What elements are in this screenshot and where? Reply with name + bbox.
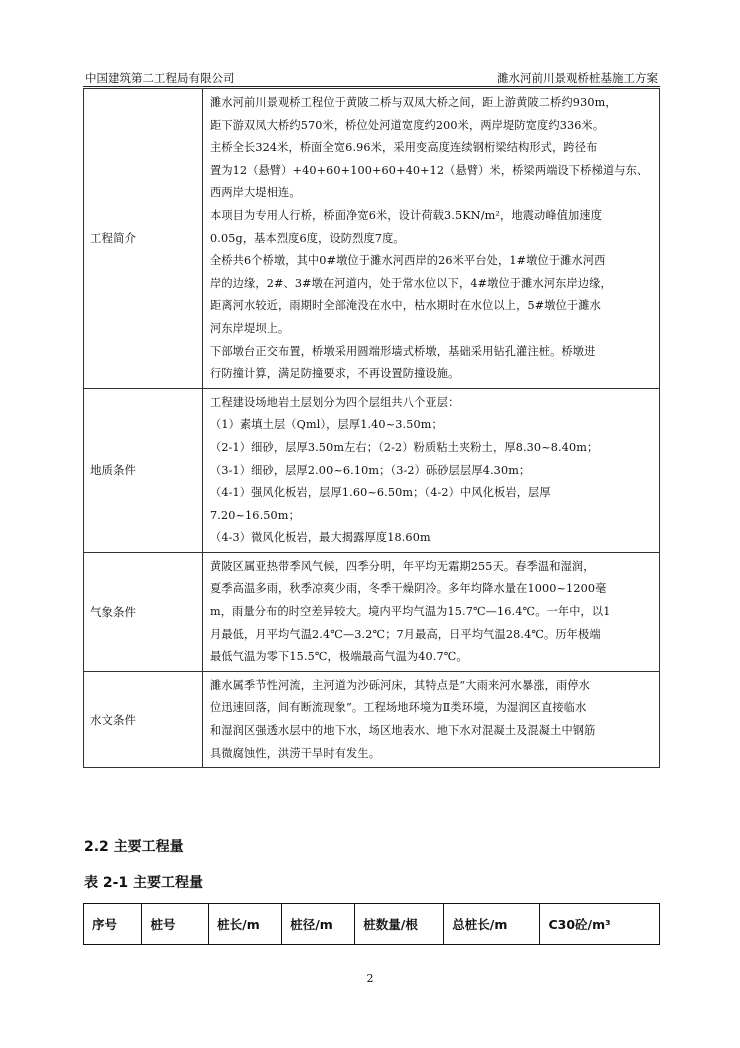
paragraph xyxy=(210,527,653,550)
text-line: 西两岸大堤相连。 xyxy=(210,186,301,200)
text-line: 置为12（悬臂）+40+60+100+60+40+12（悬臂）米，桥梁两端设下桥梯道与东、 xyxy=(210,163,649,177)
paragraph xyxy=(210,437,653,460)
text-line: 全桥共6个桥墩，其中0#墩位于濉水河西岸的26米平台处，1#墩位于濉水河西 xyxy=(210,254,606,268)
document-title: 濉水河前川景观桥桩基施工方案 xyxy=(497,71,658,85)
text-line: （4-1）强风化板岩，层厚1.60~6.50m；（4-2）中风化板岩，层厚 xyxy=(210,486,551,500)
column-header: 桩号 xyxy=(142,904,209,945)
paragraph xyxy=(210,341,653,386)
info-row xyxy=(84,671,660,767)
section-title: 2.2 主要工程量 xyxy=(84,839,184,855)
column-header: C30砼/m³ xyxy=(540,904,660,945)
quantity-table xyxy=(83,903,660,945)
header-rule xyxy=(83,86,660,87)
quantity-table-header-row xyxy=(84,904,660,945)
text-line: （4-3）微风化板岩，最大揭露厚度18.60m xyxy=(210,531,431,545)
text-line: 夏季高温多雨，秋季凉爽少雨，冬季干燥阴冷。多年均降水量在1000~1200毫 xyxy=(210,582,607,596)
paragraph xyxy=(210,250,653,340)
text-line: 0.05g，基本烈度6度，设防烈度7度。 xyxy=(210,231,405,245)
text-line: 最低气温为零下15.5℃，极端最高气温为40.7℃。 xyxy=(210,650,468,664)
text-line: 具微腐蚀性，洪涝干旱时有发生。 xyxy=(210,746,381,760)
project-info-table xyxy=(83,88,660,768)
text-line: （1）素填土层（Qml），层厚1.40~3.50m； xyxy=(210,418,443,432)
page-number: 2 xyxy=(366,972,374,985)
text-line: 距下游双凤大桥约570米，桥位处河道宽度约200米，两岸堤防宽度约336米。 xyxy=(210,118,605,132)
text-line: 岸的边缘，2#、3#墩在河道内，处于常水位以下，4#墩位于濉水河东岸边缘， xyxy=(210,276,612,290)
row-content xyxy=(203,89,660,389)
text-line: 行防撞计算，满足防撞要求，不再设置防撞设施。 xyxy=(210,367,460,381)
text-line: 月最低，月平均气温2.4℃—3.2℃；7月最高，日平均气温28.4℃。历年极端 xyxy=(210,627,601,641)
text-line: 位迅速回落，间有断流现象”。工程场地环境为Ⅱ类环境，为湿润区直接临水 xyxy=(210,701,587,715)
text-line: 工程建设场地岩土层划分为四个层组共八个亚层： xyxy=(210,395,460,409)
text-line: 距离河水较近，雨期时全部淹没在水中，枯水期时在水位以上，5#墩位于濉水 xyxy=(210,299,601,313)
text-line: 濉水属季节性河流，主河道为沙砾河床，其特点是“大雨来河水暴涨，雨停水 xyxy=(210,678,591,692)
text-line: m，雨量分布的时空差异较大。境内平均气温为15.7℃—16.4℃。一年中，以1 xyxy=(210,605,611,619)
company-name: 中国建筑第二工程局有限公司 xyxy=(85,71,235,85)
paragraph xyxy=(210,675,653,765)
row-label: 气象条件 xyxy=(84,552,203,671)
row-content xyxy=(203,552,660,671)
paragraph xyxy=(210,392,653,415)
row-content xyxy=(203,388,660,552)
text-line: 黄陂区属亚热带季风气候，四季分明，年平均无霜期255天。春季温和湿润， xyxy=(210,559,595,573)
row-label: 水文条件 xyxy=(84,671,203,767)
column-header: 桩数量/根 xyxy=(355,904,444,945)
paragraph xyxy=(210,460,653,483)
paragraph xyxy=(210,414,653,437)
text-line: 本项目为专用人行桥，桥面净宽6米，设计荷载3.5KN/m²，地震动峰值加速度 xyxy=(210,208,603,222)
row-label: 工程简介 xyxy=(84,89,203,389)
text-line: （3-1）细砂，层厚2.00~6.10m；（3-2）砾砂层层厚4.30m； xyxy=(210,463,531,477)
text-line: 和湿润区强透水层中的地下水，场区地表水、地下水对混凝土及混凝土中钢筋 xyxy=(210,724,596,738)
column-header: 总桩长/m xyxy=(444,904,540,945)
paragraph xyxy=(210,556,653,669)
paragraph xyxy=(210,482,653,527)
info-row xyxy=(84,552,660,671)
text-line: 下部墩台正交布置，桥墩采用圆端形墙式桥墩，基础采用钻孔灌注桩。桥墩进 xyxy=(210,344,596,358)
info-row xyxy=(84,89,660,389)
paragraph xyxy=(210,205,653,250)
row-content xyxy=(203,671,660,767)
column-header: 桩长/m xyxy=(209,904,282,945)
table-title: 表 2-1 主要工程量 xyxy=(84,875,204,891)
text-line: 7.20~16.50m； xyxy=(210,508,300,522)
paragraph xyxy=(210,92,653,205)
info-row xyxy=(84,388,660,552)
text-line: 主桥全长324米，桥面全宽6.96米，采用变高度连续钢桁梁结构形式，跨径布 xyxy=(210,141,598,155)
column-header: 桩径/m xyxy=(282,904,355,945)
row-label: 地质条件 xyxy=(84,388,203,552)
text-line: 河东岸堤坝上。 xyxy=(210,321,290,335)
column-header: 序号 xyxy=(84,904,142,945)
text-line: （2-1）细砂，层厚3.50m左右；（2-2）粉质粘土夹粉土，厚8.30~8.40m； xyxy=(210,440,599,454)
text-line: 濉水河前川景观桥工程位于黄陂二桥与双凤大桥之间，距上游黄陂二桥约930m， xyxy=(210,96,617,109)
